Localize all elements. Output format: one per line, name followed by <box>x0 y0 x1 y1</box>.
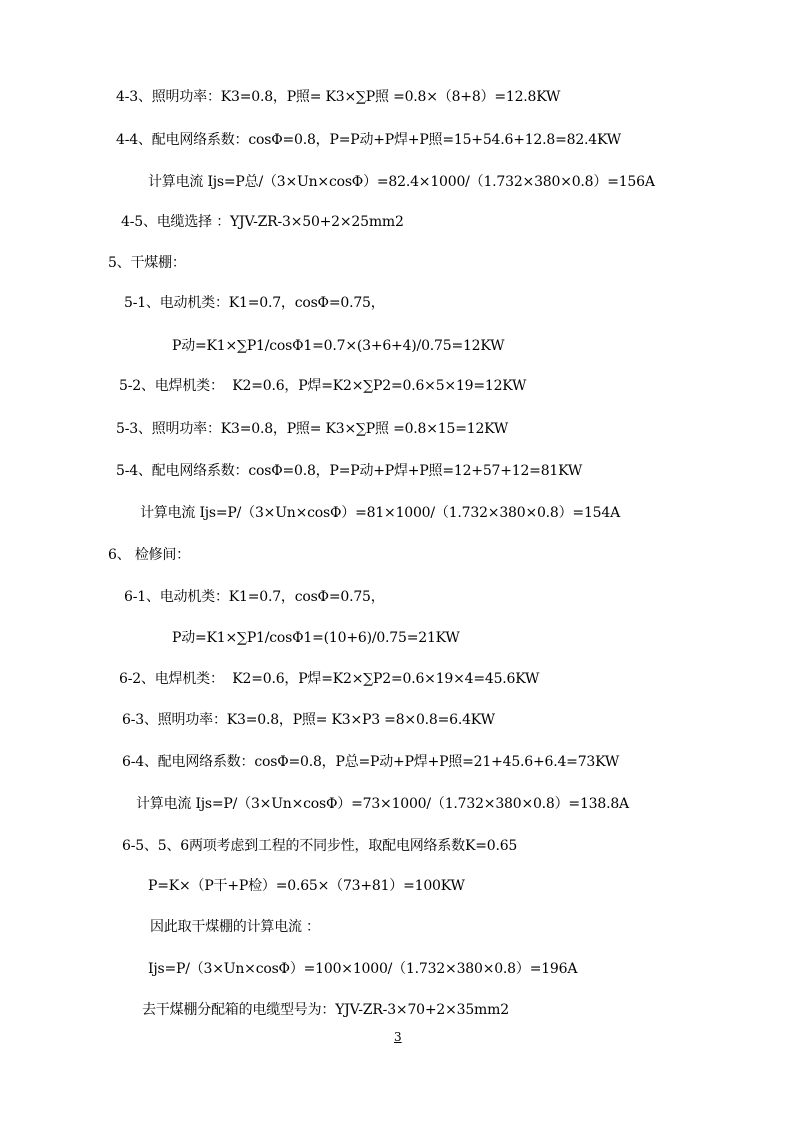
text-line-current-5: 计算电流 Ijs=P/（3×Un×cosΦ）=81×1000/（1.732×380×0.8）=154A <box>140 505 620 521</box>
text-line-5-4: 5-4、配电网络系数：cosΦ=0.8，P=P动+P焊+P照=12+57+12=81KW <box>116 463 583 479</box>
text-line-5-1: 5-1、电动机类：K1=0.7，cosΦ=0.75， <box>124 295 385 311</box>
text-line-current-4: 计算电流 Ijs=P总/（3×Un×cosΦ）=82.4×1000/（1.732×380×0.8）=156A <box>148 174 655 190</box>
text-line-4-5: 4-5、电缆选择 ：YJV-ZR-3×50+2×25mm2 <box>121 214 404 230</box>
text-line-5-1-formula: P动=K1×∑P1/cosΦ1=0.7×(3+6+4)/0.75=12KW <box>172 338 505 354</box>
text-line-6-1-formula: P动=K1×∑P1/cosΦ1=(10+6)/0.75=21KW <box>172 630 460 646</box>
text-line-current-6: 计算电流 Ijs=P/（3×Un×cosΦ）=73×1000/（1.732×380×0.8）=138.8A <box>136 796 629 812</box>
text-line-cable-model: 去干煤棚分配箱的电缆型号为：YJV-ZR-3×70+2×35mm2 <box>142 1002 509 1018</box>
text-line-6-5: 6-5、5、6两项考虑到工程的不同步性，取配电网络系数K=0.65 <box>122 838 518 854</box>
text-line-6-1: 6-1、电动机类：K1=0.7，cosΦ=0.75， <box>124 589 385 605</box>
text-line-6-2: 6-2、电焊机类： K2=0.6，P焊=K2×∑P2=0.6×19×4=45.6KW <box>119 671 540 687</box>
text-line-5-3: 5-3、照明功率：K3=0.8，P照= K3×∑P照 =0.8×15=12KW <box>116 421 509 437</box>
text-line-4-3: 4-3、照明功率：K3=0.8，P照= K3×∑P照 =0.8×（8+8）=12.8KW <box>116 89 561 105</box>
text-line-6-3: 6-3、照明功率：K3=0.8，P照= K3×P3 =8×0.8=6.4KW <box>122 712 495 728</box>
section-heading-6: 6、 检修间： <box>108 547 190 563</box>
text-line-therefore: 因此取干煤棚的计算电流 ： <box>150 919 320 935</box>
text-line-5-2: 5-2、电焊机类： K2=0.6，P焊=K2×∑P2=0.6×5×19=12KW <box>119 378 527 394</box>
text-line-4-4: 4-4、配电网络系数：cosΦ=0.8，P=P动+P焊+P照=15+54.6+12.8=82.4KW <box>116 132 621 148</box>
section-heading-5: 5、干煤棚： <box>108 255 186 271</box>
page-number: 3 <box>394 1030 402 1044</box>
text-line-final-current: Ijs=P/（3×Un×cosΦ）=100×1000/（1.732×380×0.8）=196A <box>148 961 578 977</box>
text-line-6-4: 6-4、配电网络系数：cosΦ=0.8，P总=P动+P焊+P照=21+45.6+6.4=73KW <box>122 754 620 770</box>
text-line-total-power: P=K×（P干+P检）=0.65×（73+81）=100KW <box>148 878 465 894</box>
